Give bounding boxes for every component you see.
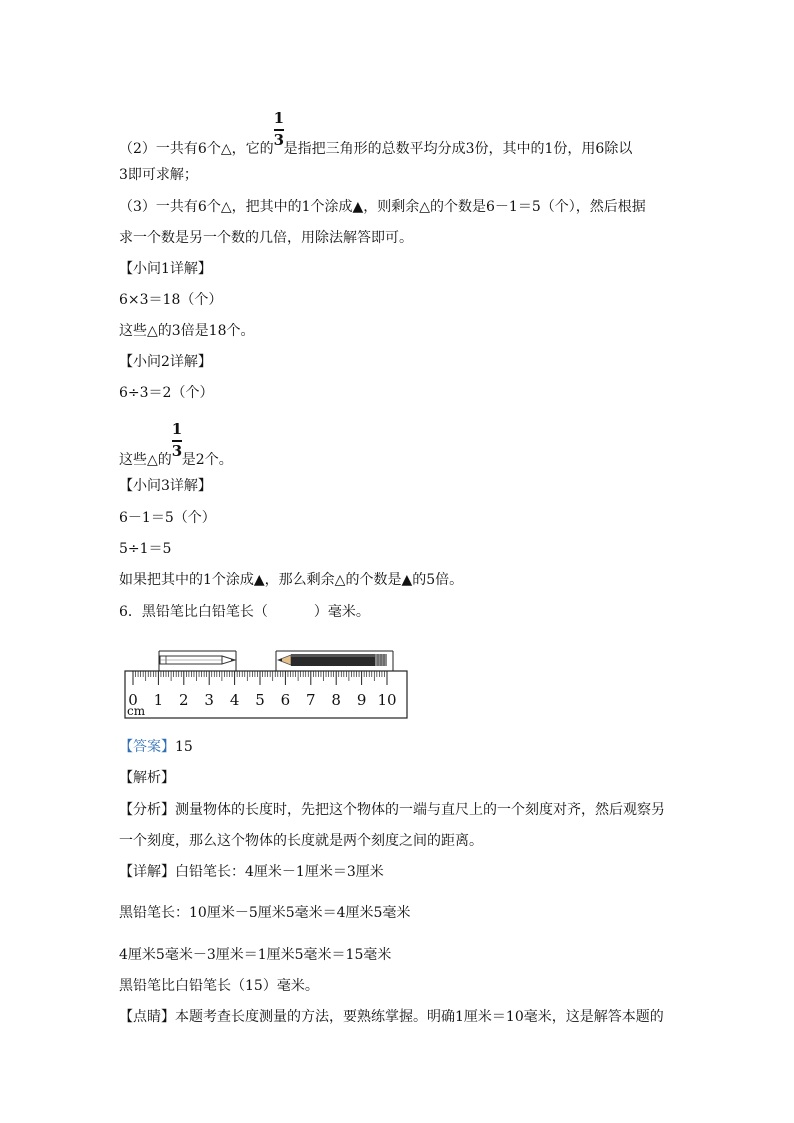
analysis-heading: 【解析】 [119,770,175,786]
ruler-unit-label: cm [127,704,146,718]
fraction-one-third [273,109,285,153]
fraction-denominator: 3 [273,131,285,149]
ruler-number: 0 [128,691,138,709]
ruler-figure [119,645,419,720]
answer-value: 15 [175,739,193,755]
text-line-1 [119,109,633,158]
ruler-number: 1 [153,691,164,709]
key-point-line: 【点睛】本题考查长度测量的方法，要熟练掌握。明确1厘米＝10毫米，这是解答本题的 [119,1009,664,1025]
detail-line-3: 4厘米5毫米－3厘米＝1厘米5毫米＝15毫米 [119,947,392,963]
text-line-4: 求一个数是另一个数的几倍，用除法解答即可。 [119,230,413,246]
detail-line-2: 黑铅笔长：10厘米－5厘米5毫米＝4厘米5毫米 [119,905,411,921]
white-pencil-icon [160,656,235,664]
fraction-one-third [171,420,183,464]
answer-label: 【答案】 [119,739,175,755]
analysis-line-1: 【分析】测量物体的长度时，先把这个物体的一端与直尺上的一个刻度对齐，然后观察另 [119,802,665,818]
heading-sub-2: 【小问2详解】 [119,354,212,370]
ruler-number: 7 [306,691,316,709]
fraction-numerator: 1 [273,109,285,127]
detail-line-1: 【详解】白铅笔长：4厘米－1厘米＝3厘米 [119,864,384,880]
text-line-7: 6÷3＝2（个） [119,385,214,401]
text-segment: ）毫米。 [313,604,370,620]
fraction-numerator: 1 [171,420,183,438]
text-line-3: （3）一共有6个△，把其中的1个涂成▲，则剩余△的个数是6－1＝5（个），然后根据 [119,199,646,215]
ruler-number: 6 [280,691,291,709]
question-6 [119,603,370,621]
black-pencil-icon [278,654,387,666]
text-line-8 [119,420,233,469]
ruler-number: 3 [204,691,214,709]
ruler-number: 8 [331,691,341,709]
ruler-number: 2 [179,691,189,709]
text-line-11: 如果把其中的1个涂成▲，那么剩余△的个数是▲的5倍。 [119,572,464,588]
text-line-6: 这些△的3倍是18个。 [119,323,255,339]
text-line-2: 3即可求解； [119,167,198,183]
answer-line [119,738,193,756]
text-line-5: 6×3＝18（个） [119,292,223,308]
text-segment: （2）一共有6个△，它的 [119,141,274,157]
ruler-number: 4 [229,691,240,709]
ruler-number: 10 [377,691,397,709]
text-segment: 是指把三角形的总数平均分成3份，其中的1份，用6除以 [283,141,633,157]
fraction-denominator: 3 [171,442,183,460]
analysis-line-2: 一个刻度，那么这个物体的长度就是两个刻度之间的距离。 [119,833,483,849]
detail-line-4: 黑铅笔比白铅笔长（15）毫米。 [119,978,319,994]
ruler-number: 9 [356,691,367,709]
text-line-10: 5÷1＝5 [119,541,172,557]
text-segment: 6．黑铅笔比白铅笔长（ [119,604,268,620]
heading-sub-1: 【小问1详解】 [119,261,212,277]
ruler-number: 5 [255,691,265,709]
ruler-svg [119,645,419,720]
text-segment: 是2个。 [181,452,233,468]
text-segment: 这些△的 [119,452,172,468]
text-line-9: 6－1＝5（个） [119,510,216,526]
heading-sub-3: 【小问3详解】 [119,478,212,494]
